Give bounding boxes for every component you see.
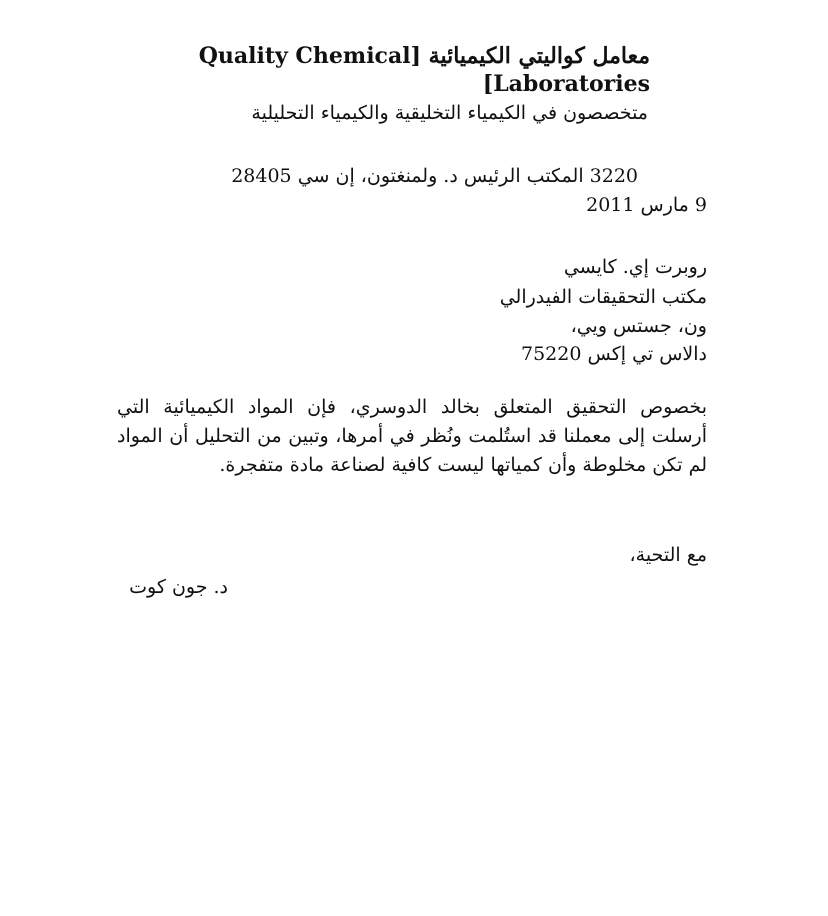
recipient-organization: مكتب التحقيقات الفيدرالي <box>499 286 707 308</box>
letterhead-company-name-line2: [Laboratories <box>482 71 650 97</box>
sender-address: 3220 المكتب الرئيس د. ولمنغتون، إن سي 28405 <box>231 165 638 187</box>
recipient-name: روبرت إي. كايسي <box>563 256 707 278</box>
letter-body: بخصوص التحقيق المتعلق بخالد الدوسري، فإن المواد الكيميائية التي أرسلت إلى معملنا قد استُلمت ونُظر في أمرها، وتبين من التحليل أن المواد لم تكن مخلوطة وأن كمياتها ليست كافية لصناعة مادة متفجرة. <box>117 396 707 476</box>
signature-name: د. جون كوت <box>129 576 228 598</box>
recipient-city: دالاس تي إكس 75220 <box>520 343 707 365</box>
closing-salutation: مع التحية، <box>629 544 707 566</box>
letterhead-tagline: متخصصون في الكيمياء التخليقية والكيمياء التحليلية <box>251 102 648 124</box>
letterhead-company-name-line1: معامل كواليتي الكيميائية [Quality Chemical <box>198 43 650 69</box>
recipient-street: ون، جستس ويي، <box>570 315 707 337</box>
letter-date: 9 مارس 2011 <box>586 194 707 216</box>
